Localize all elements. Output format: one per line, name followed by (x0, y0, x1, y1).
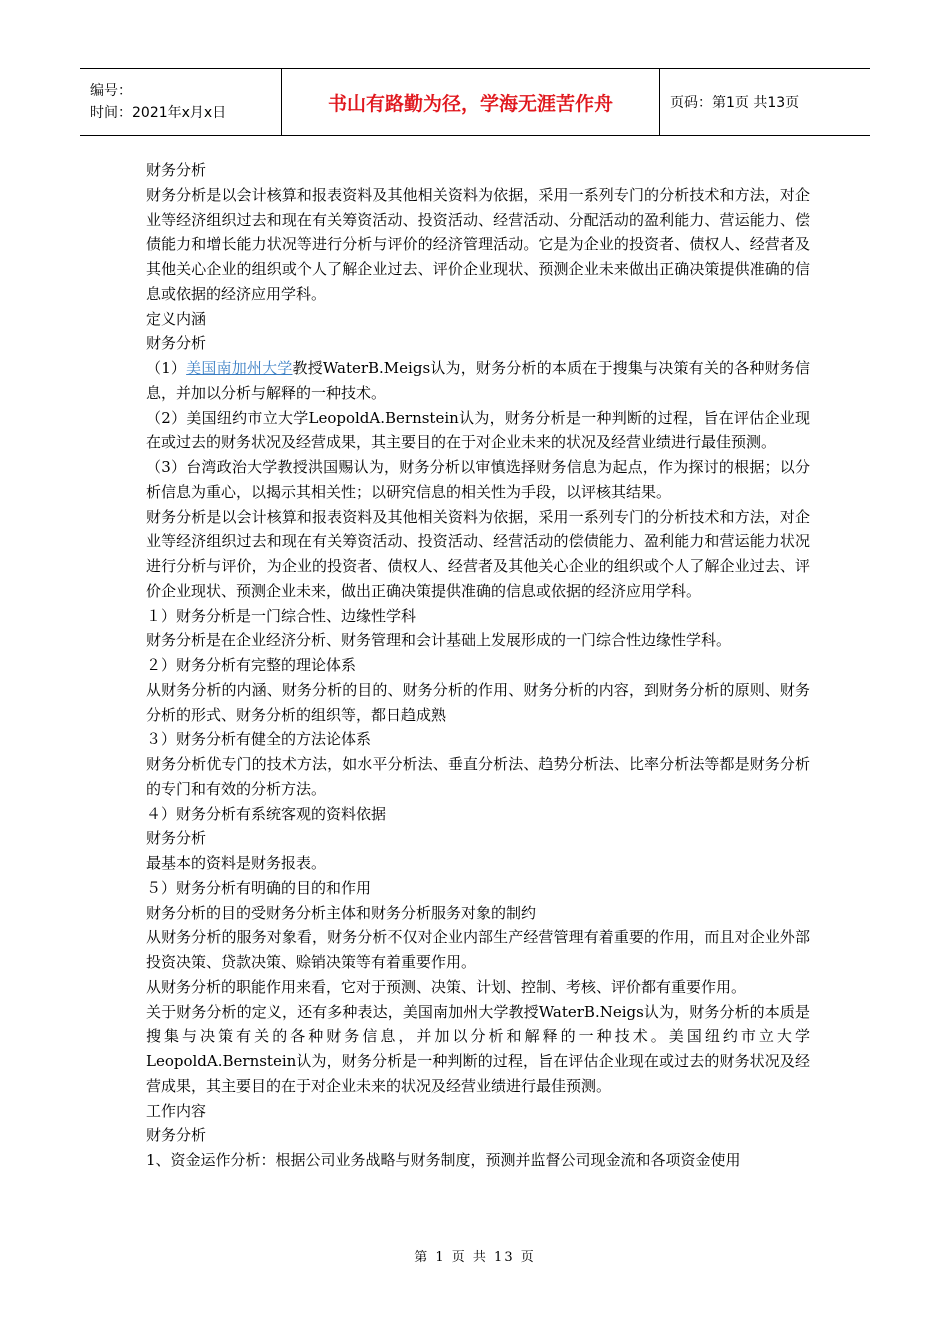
list-heading: １）财务分析是一门综合性、边缘性学科 (146, 606, 417, 625)
section-title: 财务分析 (146, 161, 207, 179)
section-title: 定义内涵 (146, 309, 207, 328)
paragraph: 财务分析是以会计核算和报表资料及其他相关资料为依据，采用一系列专门的分析技术和方法，对企业等经济组织过去和现在有关筹资活动、投资活动、经营活动的偿债能力、盈利能力和营运能力状况进行分析与评价，为企业的投资者、债权人、经营者及其他关心企业的组织或个人了解企业过去、评价企业现状、预测企业未来，做出正确决策提供准确的信息或依据的经济应用学科。 (146, 507, 810, 600)
paragraph: 财务分析是以会计核算和报表资料及其他相关资料为依据，采用一系列专门的分析技术和方法，对企业等经济组织过去和现在有关筹资活动、投资活动、经营活动、分配活动的盈利能力、营运能力、偿债能力和增长能力状况等进行分析与评价的经济管理活动。它是为企业的投资者、债权人、经营者及其他关心企业的组织或个人了解企业过去、评价企业现状、预测企业未来做出正确决策提供准确的信息或依据的经济应用学科。 (146, 185, 810, 303)
paragraph: 关于财务分析的定义，还有多种表达，美国南加州大学教授WaterB.Neigs认为，财务分析的本质是搜集与决策有关的各种财务信息，并加以分析和解释的一种技术。美国纽约市立大学LeopoldA.Bernstein认为，财务分析是一种判断的过程，旨在评估企业现在或过去的财务状况及经营成果，其主要目的在于对企业未来的状况及经营业绩进行最佳预测。 (146, 1002, 810, 1095)
paragraph: 财务分析 (146, 829, 207, 848)
paragraph: （2）美国纽约市立大学LeopoldA.Bernstein认为，财务分析是一种判断的过程，旨在评估企业现在或过去的财务状况及经营成果，其主要目的在于对企业未来的状况及经营业绩进行最佳预测。 (146, 408, 810, 452)
list-heading: ４）财务分析有系统客观的资料依据 (146, 804, 387, 823)
paragraph: 从财务分析的服务对象看，财务分析不仅对企业内部生产经营管理有着重要的作用，而且对企业外部投资决策、贷款决策、赊销决策等有着重要作用。 (146, 928, 810, 971)
list-heading: ２）财务分析有完整的理论体系 (146, 656, 357, 674)
paragraph: 最基本的资料是财务报表。 (146, 854, 327, 872)
paragraph: 财务分析的目的受财务分析主体和财务分析服务对象的制约 (146, 903, 537, 922)
document-number-label: 编号： (90, 83, 132, 99)
list-heading: ５）财务分析有明确的目的和作用 (146, 878, 372, 897)
header-info-cell (80, 69, 282, 135)
section-title: 财务分析 (146, 1126, 207, 1145)
paragraph: 财务分析是在企业经济分析、财务管理和会计基础上发展形成的一门综合性边缘性学科。 (146, 631, 732, 650)
list-heading: ３）财务分析有健全的方法论体系 (146, 730, 372, 749)
page-footer: 第 1 页 共 13 页 (414, 1250, 536, 1265)
document-date-label: 时间：2021年x月x日 (90, 105, 227, 121)
paragraph: 财务分析优专门的技术方法，如水平分析法、垂直分析法、趋势分析法、比率分析法等都是财务分析的专门和有效的分析方法。 (146, 755, 810, 798)
section-title: 工作内容 (146, 1101, 207, 1120)
paragraph (146, 356, 810, 406)
paragraph-text: 教授WaterB.Meigs认为，财务分析的本质在于搜集与决策有关的各种财务信息，并加以分析与解释的一种技术。 (146, 359, 810, 402)
paragraph: 1、资金运作分析：根据公司业务战略与财务制度，预测并监督公司现金流和各项资金使用 (146, 1151, 741, 1169)
header-page-info: 页码：第1页 共13页 (670, 95, 800, 111)
page-header (80, 68, 870, 136)
paragraph: （3）台湾政治大学教授洪国赐认为，财务分析以审慎选择财务信息为起点，作为探讨的根据；以分析信息为重心，以揭示其相关性；以研究信息的相关性为手段，以评核其结果。 (146, 458, 810, 501)
usc-link[interactable]: 美国南加州大学 (186, 359, 293, 377)
paragraph-prefix: （1） (146, 359, 187, 377)
paragraph: 从财务分析的内涵、财务分析的目的、财务分析的作用、财务分析的内容，到财务分析的原则、财务分析的形式、财务分析的组织等，都日趋成熟 (146, 680, 810, 724)
paragraph: 从财务分析的职能作用来看，它对于预测、决策、计划、控制、考核、评价都有重要作用。 (146, 977, 747, 996)
document-body (146, 158, 810, 1173)
section-title: 财务分析 (146, 334, 207, 353)
header-motto: 书山有路勤为径，学海无涯苦作舟 (282, 69, 660, 135)
